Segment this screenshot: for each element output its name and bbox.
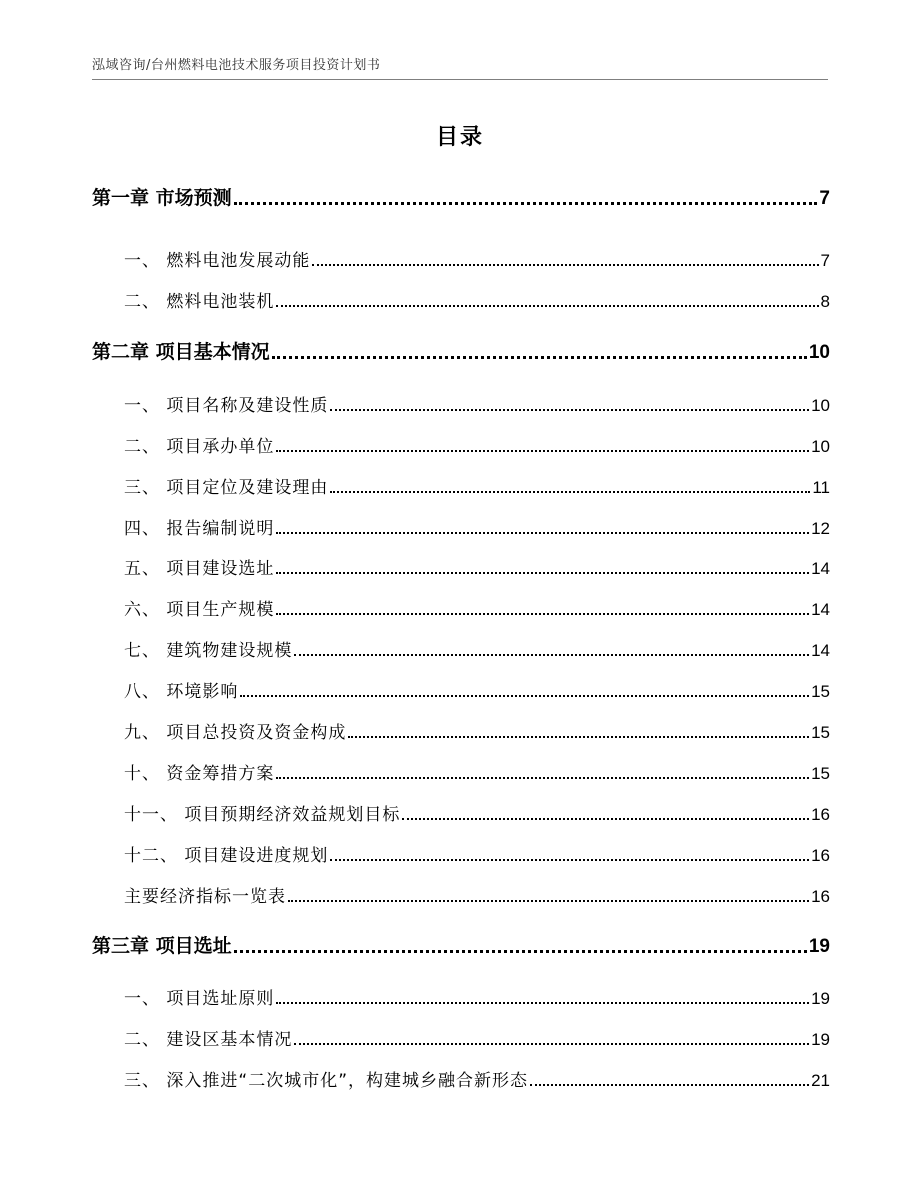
toc-section[interactable]: [124, 473, 830, 498]
toc-entry-label: 八、 环境影响: [124, 682, 239, 702]
toc-section[interactable]: [124, 759, 830, 784]
header-text: 泓域咨询/台州燃料电池技术服务项目投资计划书: [92, 58, 381, 73]
toc-entry-label: 二、 建设区基本情况: [124, 1030, 293, 1050]
toc-dot-leader: [240, 695, 809, 697]
toc-dot-leader: [276, 1002, 809, 1004]
toc-section[interactable]: [124, 841, 830, 866]
header-divider: [92, 79, 828, 80]
toc-dot-leader: [276, 777, 809, 779]
toc-section[interactable]: [124, 636, 830, 661]
toc-entry-label: 七、 建筑物建设规模: [124, 641, 293, 661]
toc-section[interactable]: [124, 882, 830, 907]
toc-dot-leader: [330, 859, 809, 861]
toc-entry-label: 五、 项目建设选址: [124, 559, 275, 579]
toc-entry-label: 第三章 项目选址: [92, 935, 232, 957]
toc-entry-label: 九、 项目总投资及资金构成: [124, 723, 347, 743]
toc-section[interactable]: [124, 391, 830, 416]
toc-entry-page: 14: [811, 641, 830, 660]
toc-entry-page: 8: [820, 292, 830, 311]
toc-section[interactable]: [124, 1025, 830, 1050]
toc-chapter-1[interactable]: [92, 183, 830, 210]
toc-dot-leader: [294, 654, 809, 656]
toc-entry-label: 一、 项目名称及建设性质: [124, 396, 329, 416]
toc-section[interactable]: [124, 800, 830, 825]
toc-entry-label: 二、 项目承办单位: [124, 437, 275, 457]
toc-entry-page: 10: [808, 342, 830, 363]
toc-section[interactable]: [124, 246, 830, 271]
toc-entry-label: 一、 燃料电池发展动能: [124, 251, 311, 271]
toc-section[interactable]: [124, 677, 830, 702]
toc-section[interactable]: [124, 718, 830, 743]
toc-dot-leader: [234, 202, 818, 205]
toc-entry-page: 11: [812, 478, 830, 497]
toc-entry-page: 7: [820, 251, 830, 270]
toc-dot-leader: [276, 572, 809, 574]
toc-entry-label: 第二章 项目基本情况: [92, 341, 270, 363]
toc-entry-page: 14: [811, 559, 830, 578]
toc-dot-leader: [312, 264, 818, 266]
toc-entry-label: 二、 燃料电池装机: [124, 292, 275, 312]
toc-entry-page: 16: [811, 805, 830, 824]
toc-entry-page: 21: [811, 1071, 830, 1090]
toc-chapter-3[interactable]: [92, 931, 830, 958]
toc-entry-page: 12: [811, 519, 830, 538]
toc-entry-page: 19: [811, 989, 830, 1008]
toc-dot-leader: [402, 818, 809, 820]
toc-entry-page: 19: [808, 936, 830, 957]
toc-entry-page: 16: [811, 887, 830, 906]
toc-section[interactable]: [124, 984, 830, 1009]
toc-entry-label: 一、 项目选址原则: [124, 989, 275, 1009]
toc-section[interactable]: [124, 432, 830, 457]
toc-section[interactable]: [124, 514, 830, 539]
toc-title: 目录: [435, 125, 484, 150]
toc-entry-label: 三、 项目定位及建设理由: [124, 478, 329, 498]
toc-dot-leader: [294, 1043, 809, 1045]
toc-entry-page: 16: [811, 846, 830, 865]
toc-entry-label: 十一、 项目预期经济效益规划目标: [124, 805, 401, 825]
toc-dot-leader: [276, 613, 809, 615]
toc-dot-leader: [276, 532, 809, 534]
toc-entry-page: 15: [811, 764, 830, 783]
toc-entry-page: 15: [811, 723, 830, 742]
toc-entry-label: 三、 深入推进“二次城市化”，构建城乡融合新形态: [124, 1071, 529, 1091]
toc-dot-leader: [330, 409, 809, 411]
toc-entry-label: 六、 项目生产规模: [124, 600, 275, 620]
toc-section[interactable]: [124, 287, 830, 312]
toc-dot-leader: [272, 356, 807, 359]
toc-entry-label: 十二、 项目建设进度规划: [124, 846, 329, 866]
toc-entry-page: 14: [811, 600, 830, 619]
toc-entry-page: 10: [811, 437, 830, 456]
toc-dot-leader: [276, 450, 809, 452]
toc-entry-label: 第一章 市场预测: [92, 187, 232, 209]
toc-entry-page: 15: [811, 682, 830, 701]
toc-section[interactable]: [124, 595, 830, 620]
toc-dot-leader: [348, 736, 809, 738]
toc-section[interactable]: [124, 1066, 830, 1091]
toc-dot-leader: [276, 305, 818, 307]
toc-entry-label: 主要经济指标一览表: [124, 887, 286, 907]
toc-entry-page: 10: [811, 396, 830, 415]
toc-entry-page: 19: [811, 1030, 830, 1049]
toc-dot-leader: [288, 900, 809, 902]
toc-chapter-2[interactable]: [92, 337, 830, 364]
toc-entry-label: 十、 资金筹措方案: [124, 764, 275, 784]
toc-entry-page: 7: [819, 188, 830, 209]
toc-entry-label: 四、 报告编制说明: [124, 519, 275, 539]
toc-dot-leader: [330, 491, 810, 493]
toc-dot-leader: [234, 950, 807, 953]
toc-dot-leader: [530, 1084, 809, 1086]
toc-section[interactable]: [124, 554, 830, 579]
